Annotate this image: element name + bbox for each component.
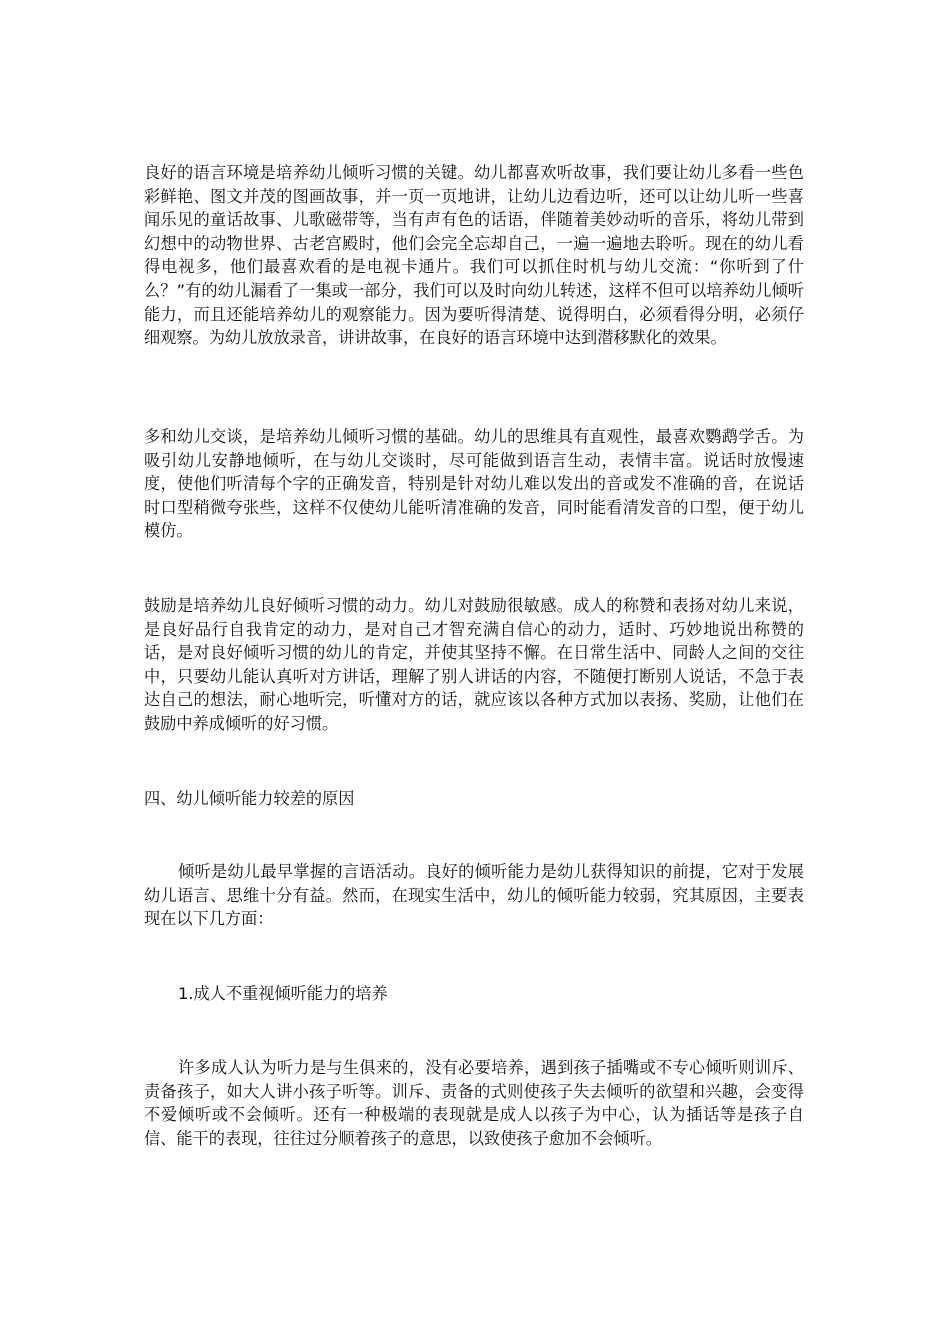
paragraph-adults-neglect: 许多成人认为听力是与生俱来的，没有必要培养，遇到孩子插嘴或不专心倾听则训斥、责备孩子，如大人讲小孩子听等。训斥、责备的式则使孩子失去倾听的欲望和兴趣，会变得不爱倾听或不会倾听。还有一种极端的表现就是成人以孩子为中心，认为插话等是孩子自信、能干的表现，往往过分顺着孩子的意思，以致使孩子愈加不会倾听。	[144, 1058, 804, 1148]
subheading-adults-neglect: 1.成人不重视倾听能力的培养	[178, 984, 388, 1003]
paragraph-conversation: 多和幼儿交谈，是培养幼儿倾听习惯的基础。幼儿的思维具有直观性，最喜欢鹦鹉学舌。为吸引幼儿安静地倾听，在与幼儿交谈时，尽可能做到语言生动，表情丰富。说话时放慢速度，使他们听清每个字的正确发音，特别是针对幼儿难以发出的音或发不准确的音，在说话时口型稍微夸张些，这样不仅使幼儿能听清准确的发音，同时能看清发音的口型，便于幼儿模仿。	[144, 427, 804, 541]
section-heading-reasons: 四、幼儿倾听能力较差的原因	[144, 789, 355, 808]
paragraph-encouragement: 鼓励是培养幼儿良好倾听习惯的动力。幼儿对鼓励很敏感。成人的称赞和表扬对幼儿来说，是良好品行自我肯定的动力，是对自己才智充满自信心的动力，适时、巧妙地说出称赞的话，是对良好倾听习惯的幼儿的肯定，并使其坚持不懈。在日常生活中、同龄人之间的交往中，只要幼儿能认真听对方讲话，理解了别人讲话的内容，不随便打断别人说话，不急于表达自己的想法，耐心地听完，听懂对方的话，就应该以各种方式加以表扬、奖励，让他们在鼓励中养成倾听的好习惯。	[144, 596, 804, 733]
paragraph-listening-intro: 倾听是幼儿最早掌握的言语活动。良好的倾听能力是幼儿获得知识的前提，它对于发展幼儿语言、思维十分有益。然而，在现实生活中，幼儿的倾听能力较弱，究其原因，主要表现在以下几方面：	[144, 862, 804, 929]
paragraph-language-environment: 良好的语言环境是培养幼儿倾听习惯的关键。幼儿都喜欢听故事，我们要让幼儿多看一些色彩鲜艳、图文并茂的图画故事，并一页一页地讲，让幼儿边看边听，还可以让幼儿听一些喜闻乐见的童话故事、儿歌磁带等，当有声有色的话语，伴随着美妙动听的音乐，将幼儿带到幻想中的动物世界、古老宫殿时，他们会完全忘却自己，一遍一遍地去聆听。现在的幼儿看得电视多，他们最喜欢看的是电视卡通片。我们可以抓住时机与幼儿交流：“你听到了什么？”有的幼儿漏看了一集或一部分，我们可以及时向幼儿转述，这样不但可以培养幼儿倾听能力，而且还能培养幼儿的观察能力。因为要听得清楚、说得明白，必须看得分明，必须仔细观察。为幼儿放放录音，讲讲故事，在良好的语言环境中达到潜移默化的效果。	[144, 163, 804, 348]
